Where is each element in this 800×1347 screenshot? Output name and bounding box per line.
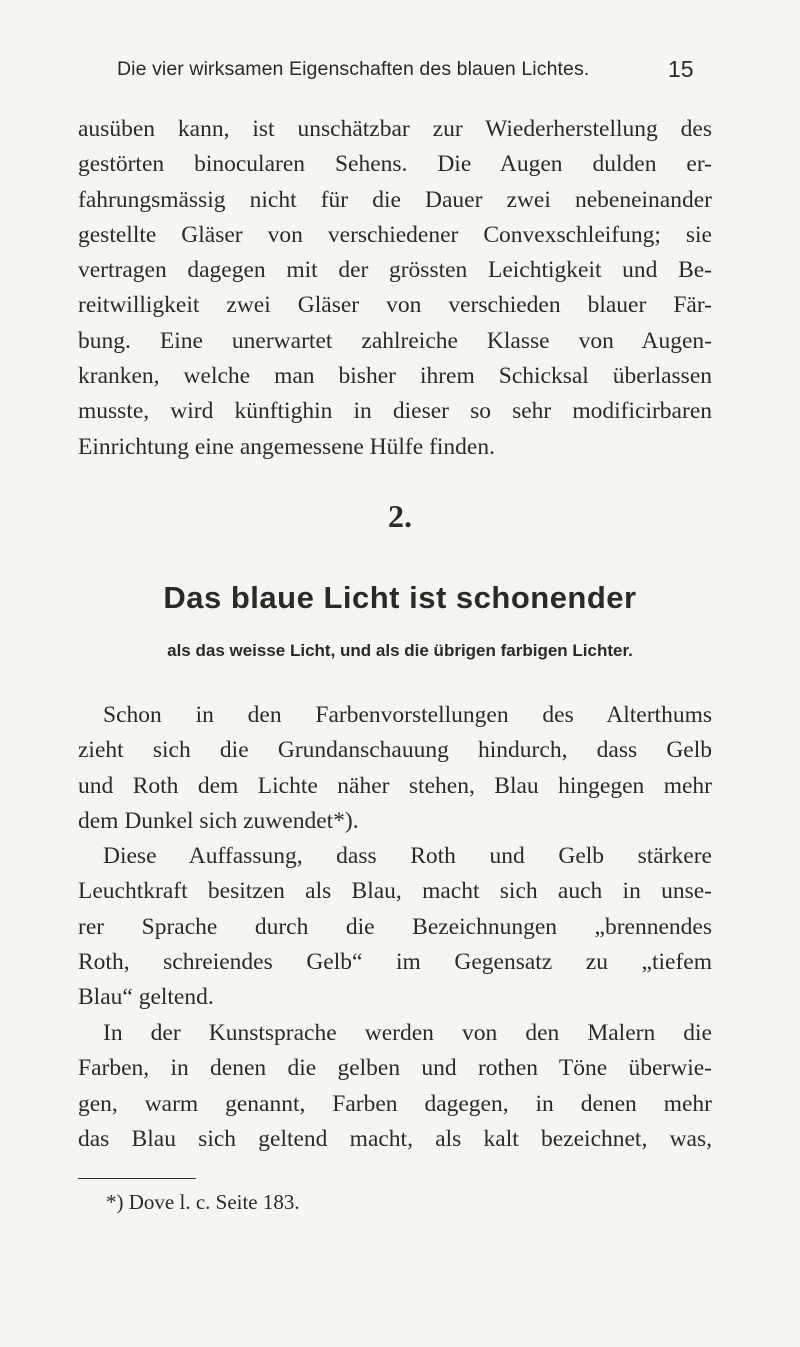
paragraph-3	[78, 839, 712, 1015]
page-number: 15	[668, 56, 694, 82]
section-title: Das blaue Licht ist schonender	[163, 580, 637, 615]
text-line: fahrungsmässig nicht für die Dauer zwei nebeneinander	[78, 186, 712, 213]
text-line: zieht sich die Grundanschauung hindurch, dass Gelb	[78, 737, 712, 764]
text-line: reitwilligkeit zwei Gläser von verschieden blauer Fär-	[78, 292, 712, 319]
paragraph-2	[78, 698, 712, 839]
text-line: Roth, schreiendes Gelb“ im Gegensatz zu „tiefem	[78, 948, 712, 975]
text-line: Schon in den Farbenvorstellungen des Alterthums	[103, 702, 712, 728]
running-title: Die vier wirksamen Eigenschaften des blauen Lichtes.	[117, 58, 590, 80]
text-line: gestellte Gläser von verschiedener Convexschleifung; sie	[78, 221, 712, 248]
section-number: 2.	[388, 498, 412, 534]
text-line: rer Sprache durch die Bezeichnungen „brennendes	[78, 913, 712, 940]
text-line: In der Kunstsprache werden von den Malern die	[103, 1020, 712, 1046]
text-line: vertragen dagegen mit der grössten Leichtigkeit und Be-	[78, 257, 712, 284]
footnote: *) Dove l. c. Seite 183.	[106, 1190, 300, 1214]
text-line: ausüben kann, ist unschätzbar zur Wiederherstellung des	[78, 116, 712, 142]
text-line: musste, wird künftighin in dieser so sehr modificirbaren	[78, 398, 712, 425]
text-line: Farben, in denen die gelben und rothen Töne überwie-	[78, 1055, 712, 1082]
text-line: das Blau sich geltend macht, als kalt bezeichnet, was,	[78, 1125, 712, 1152]
text-line: dem Dunkel sich zuwendet*).	[78, 807, 359, 834]
text-line: Leuchtkraft besitzen als Blau, macht sich auch in unse-	[78, 878, 712, 905]
section-subtitle: als das weisse Licht, und als die übrigen farbigen Lichter.	[167, 641, 633, 660]
text-line: und Roth dem Lichte näher stehen, Blau hingegen mehr	[78, 772, 712, 799]
text-line: bung. Eine unerwartet zahlreiche Klasse von Augen-	[78, 327, 712, 354]
text-line: kranken, welche man bisher ihrem Schicksal überlassen	[78, 363, 712, 390]
paragraph-4	[78, 1016, 712, 1157]
text-line: Diese Auffassung, dass Roth und Gelb stärkere	[103, 843, 712, 869]
text-line: Einrichtung eine angemessene Hülfe finden.	[78, 433, 495, 460]
text-line: gestörten binocularen Sehens. Die Augen dulden er-	[78, 151, 712, 178]
paragraph-1	[78, 112, 712, 465]
text-line: Blau“ geltend.	[78, 984, 214, 1011]
text-line: gen, warm genannt, Farben dagegen, in denen mehr	[78, 1090, 712, 1117]
footnote-divider	[78, 1178, 196, 1179]
running-header	[0, 58, 800, 98]
